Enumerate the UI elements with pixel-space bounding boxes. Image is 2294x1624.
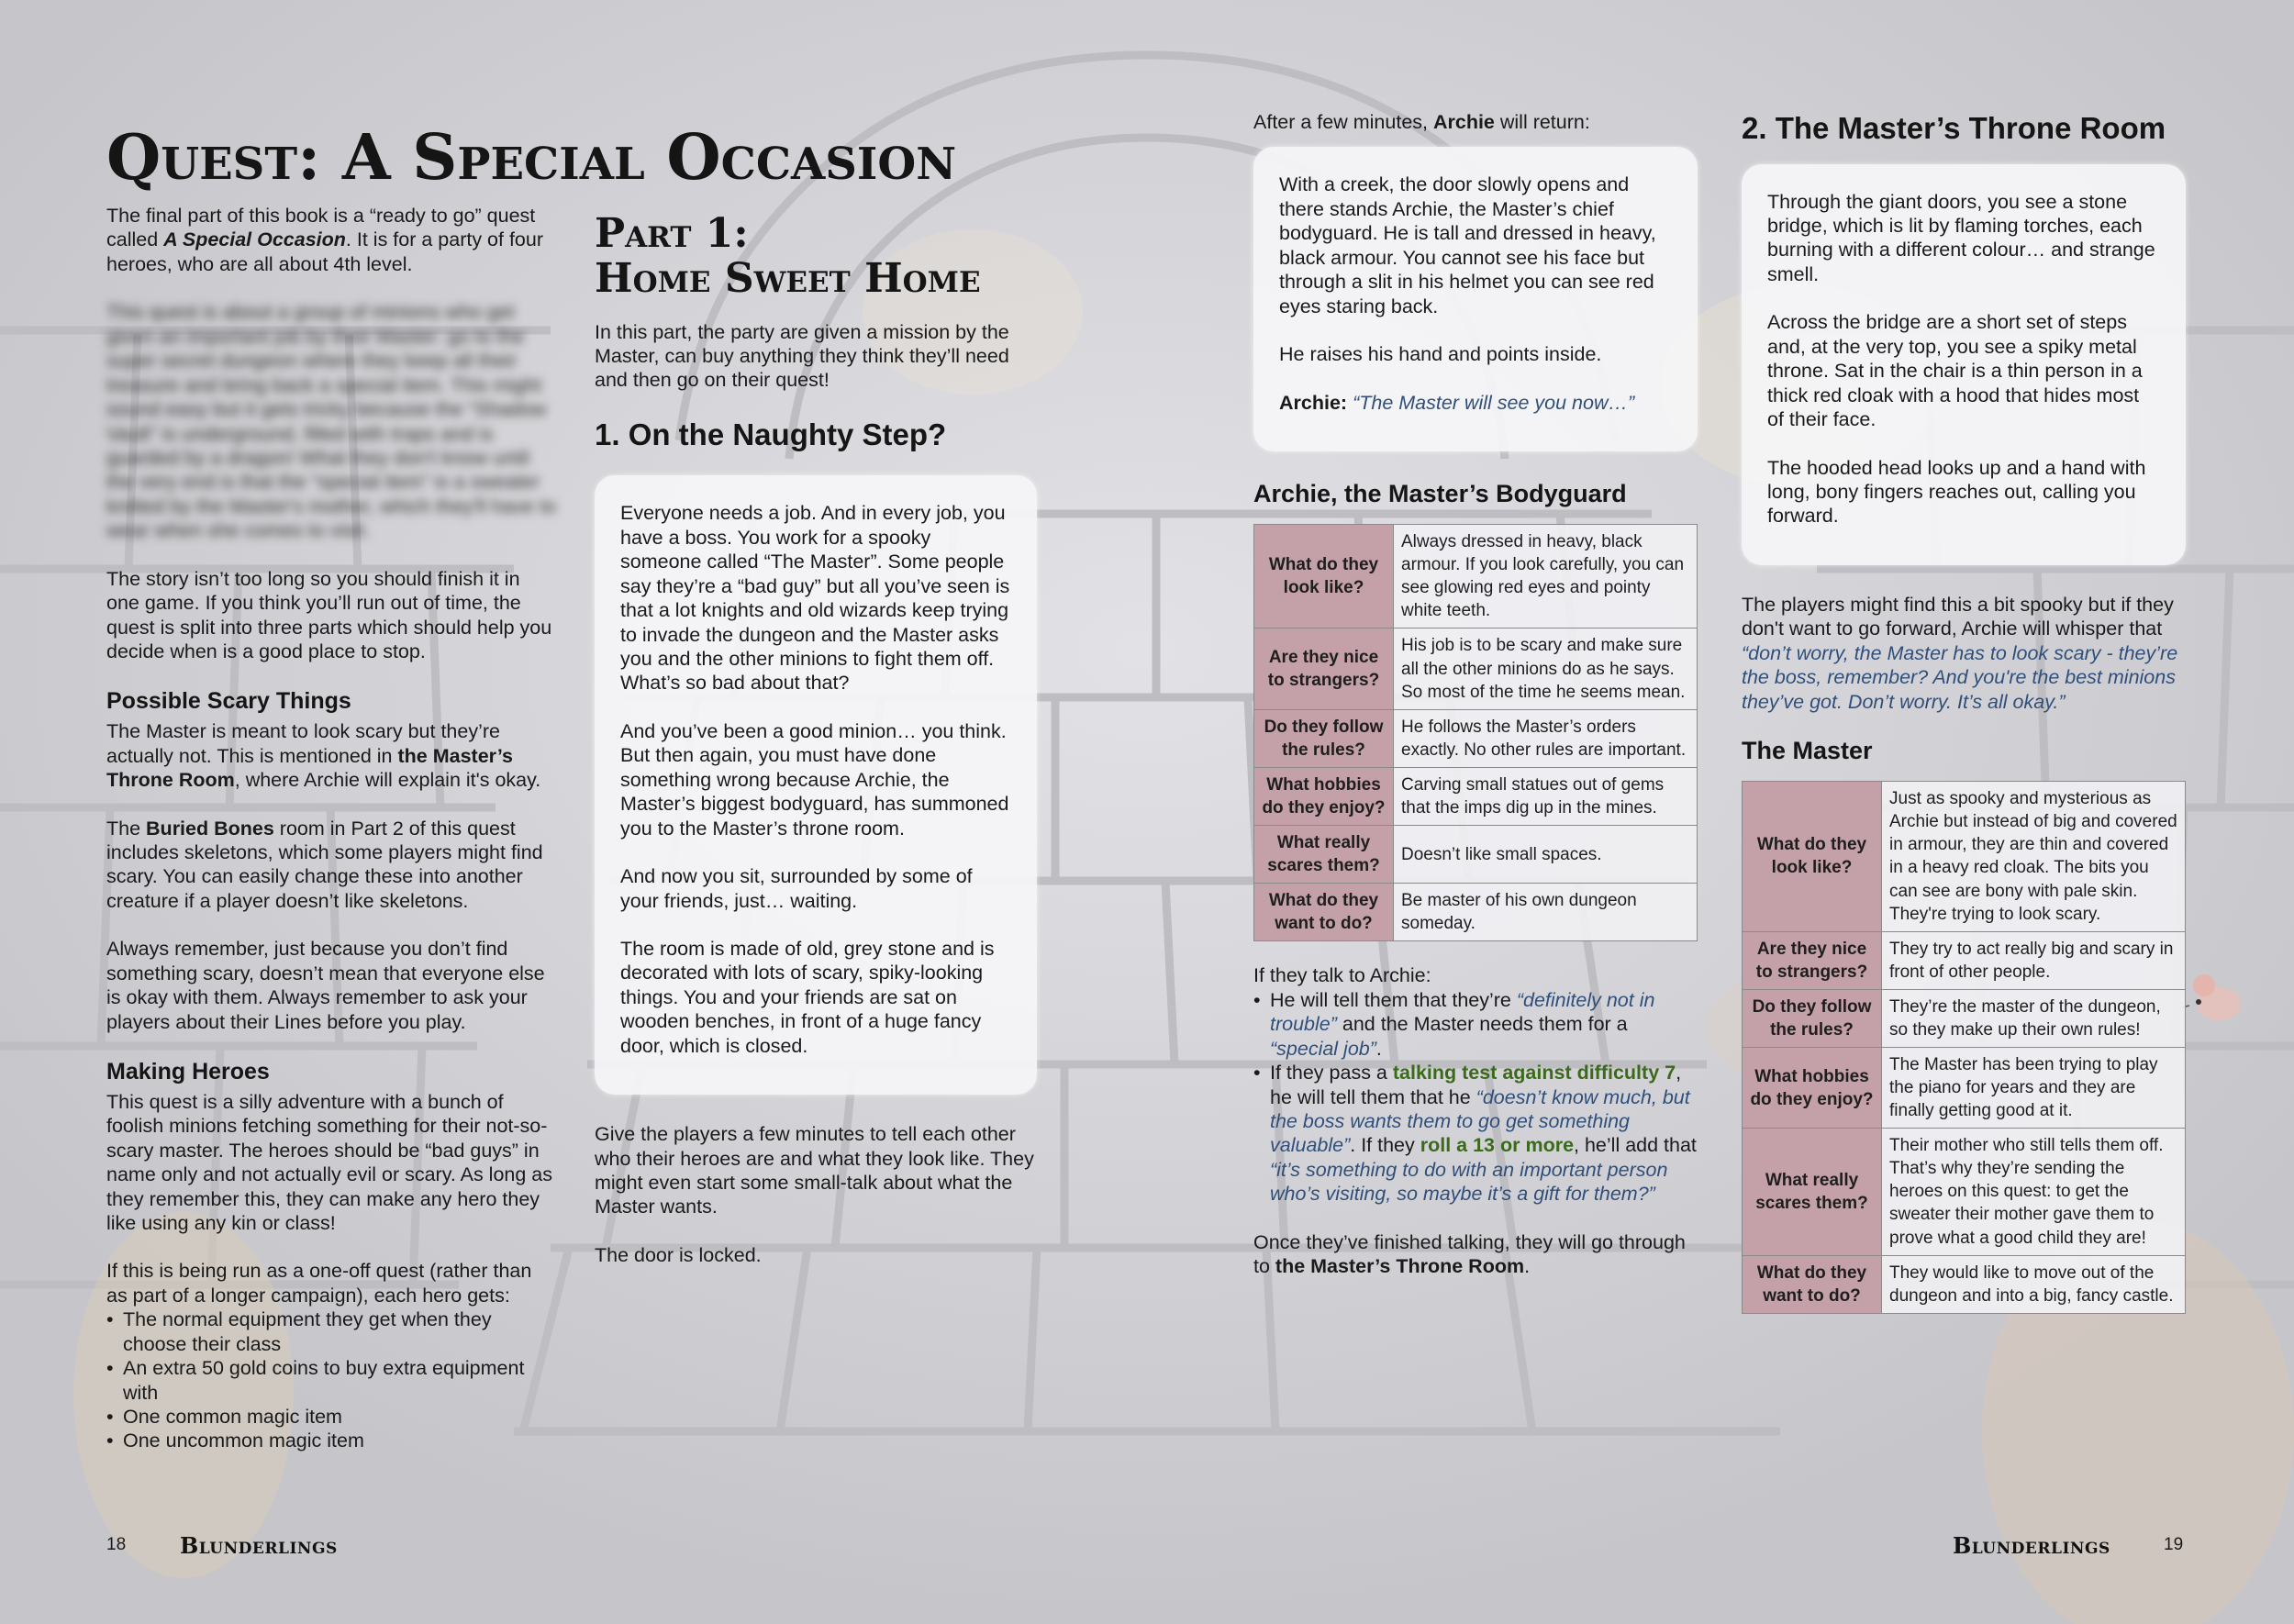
- talk-list: [1253, 988, 1698, 1207]
- list-item: • He will tell them that they’re “definitely not in trouble” and the Master needs them for a “special job”.: [1253, 988, 1698, 1061]
- quest-title: Quest: A Special Occasion: [106, 121, 957, 195]
- table-row: Do they follow the rules? They’re the master of the dungeon, so they make up their own rules!: [1743, 989, 2186, 1047]
- table-row: What hobbies do they enjoy? Carving small statues out of gems that the imps dig up in the mines.: [1254, 767, 1698, 825]
- heroes-list: [106, 1307, 556, 1453]
- middle-left-column: [595, 211, 1037, 1291]
- heroes-paragraph-1: This quest is a silly adventure with a bunch of foolish minions fetching something for their not-so-scary master. The heroes should be “bad guys” in name only and not actually evil or scary. As long as they remember this, they can make any hero they like using any kin or class!: [106, 1090, 552, 1234]
- box-paragraph: And you’ve been a good minion… you think. But then again, you must have done something wrong because Archie, the Master’s biggest bodyguard, has summoned you to the Master’s throne room.: [620, 719, 1009, 840]
- story-paragraph: The story isn’t too long so you should finish it in one game. If you think you’ll run out of time, the quest is split into three parts which should help you decide when is a good place to stop.: [106, 567, 552, 662]
- list-item: • One uncommon magic item: [106, 1429, 556, 1452]
- box-paragraph: The room is made of old, grey stone and is decorated with lots of scary, spiky-looking things. You and your friends are sat on wooden benches, in front of a huge fancy door, which is closed.: [620, 937, 995, 1057]
- section2-heading: 2. The Master’s Throne Room: [1742, 111, 2166, 145]
- page-number-right: 19: [2164, 1535, 2184, 1554]
- box-paragraph: With a creek, the door slowly opens and there stands Archie, the Master’s chief bodyguard. He is tall and dressed in heavy, black armour. You cannot see his face but through a slit in his helmet you can see red eyes staring back.: [1279, 173, 1656, 317]
- right-column: [1742, 110, 2186, 1314]
- heroes-heading: Making Heroes: [106, 1059, 270, 1085]
- table-row: What hobbies do they enjoy? The Master has been trying to play the piano for years and they are finally getting good at it.: [1743, 1048, 2186, 1129]
- archie-table-title: Archie, the Master’s Bodyguard: [1253, 479, 1627, 507]
- table-row: Are they nice to strangers? They try to act really big and scary in front of other people.: [1743, 931, 2186, 989]
- read-aloud-box-1: [595, 475, 1037, 1095]
- page-number-left: 18: [106, 1535, 127, 1554]
- box-paragraph: The hooded head looks up and a hand with long, bony fingers reaches out, calling you forward.: [1767, 456, 2146, 528]
- table-row: What do they want to do? They would like to move out of the dungeon and into a big, fancy castle.: [1743, 1255, 2186, 1313]
- table-row: Do they follow the rules? He follows the Master’s orders exactly. No other rules are important.: [1254, 709, 1698, 767]
- box-paragraph: Everyone needs a job. And in every job, you have a boss. You work for a spooky someone called “The Master”. Some people say they’re a “bad guy” but all you’ve seen is that a lot knights and old wizards keep trying to invade the dungeon and the Master asks you and the other minions to fight them off. What’s so bad about that?: [620, 502, 1010, 695]
- part-title: Part 1: Home Sweet Home: [595, 210, 981, 303]
- intro-paragraph: The final part of this book is a “ready to go” quest called A Special Occasion. It is for a party of four heroes, who are all about 4th level.: [106, 205, 544, 275]
- blunderlings-logo-left: Blunderlings: [180, 1532, 338, 1559]
- master-table-title: The Master: [1742, 737, 1873, 765]
- blunderlings-logo-right: Blunderlings: [1953, 1532, 2110, 1559]
- scary-paragraph-2: The Buried Bones room in Part 2 of this quest includes skeletons, which some players might find scary. You can easily change these into another creature if a player doesn’t like skeletons.: [106, 817, 543, 912]
- box-paragraph: He raises his hand and points inside.: [1279, 343, 1602, 366]
- list-item: • An extra 50 gold coins to buy extra equipment with: [106, 1356, 556, 1405]
- table-row: What really scares them? Their mother who still tells them off. That’s why they’re sending the heroes on this quest: to get the sweater their mother gave them to prove what a good child they are!: [1743, 1129, 2186, 1255]
- section1-heading: 1. On the Naughty Step?: [595, 417, 947, 451]
- box-paragraph: Through the giant doors, you see a stone bridge, which is lit by flaming torches, each burning with a different colour… and strange smell.: [1767, 190, 2155, 285]
- part-intro: In this part, the party are given a mission by the Master, can buy anything they think they’ll need and then go on their quest!: [595, 320, 1009, 392]
- box-paragraph: And now you sit, surrounded by some of your friends, just… waiting.: [620, 865, 973, 912]
- list-item: • The normal equipment they get when they choose their class: [106, 1307, 556, 1356]
- archie-return: After a few minutes, Archie will return:: [1253, 111, 1590, 133]
- table-row: What do they look like? Always dressed in heavy, black armour. If you look carefully, you can see glowing red eyes and pointy white teeth.: [1254, 525, 1698, 628]
- archie-table: [1253, 524, 1698, 941]
- table-row: What do they want to do? Be master of his own dungeon someday.: [1254, 884, 1698, 941]
- scary-paragraph-1: The Master is meant to look scary but they’re actually not. This is mentioned in the Master’s Throne Room, where Archie will explain it's okay.: [106, 720, 541, 792]
- table-row: What really scares them? Doesn’t like small spaces.: [1254, 826, 1698, 884]
- list-item: • One common magic item: [106, 1405, 556, 1429]
- talk-intro: If they talk to Archie:: [1253, 964, 1431, 987]
- door-locked: The door is locked.: [595, 1243, 762, 1266]
- left-column: [106, 204, 556, 1477]
- middle-right-column: [1253, 110, 1698, 1303]
- box-paragraph: Across the bridge are a short set of steps and, at the very top, you see a spiky metal throne. Sat in the chair is a thin person in a thick red cloak with a hood that hides most of their face.: [1767, 311, 2143, 431]
- table-row: What do they look like? Just as spooky and mysterious as Archie but instead of big and covered in armour, they are thin and covered in a heavy red cloak. The bits you can see are bony with pale skin. They're trying to look scary.: [1743, 782, 2186, 931]
- after-box-paragraph: Give the players a few minutes to tell each other who their heroes are and what they look like. They might even start some small-talk about what the Master wants.: [595, 1123, 1034, 1218]
- scary-paragraph-3: Always remember, just because you don’t find something scary, doesn’t mean that everyone else is okay with them. Always remember to ask your players about their Lines before you play.: [106, 938, 545, 1033]
- table-row: Are they nice to strangers? His job is to be scary and make sure all the other minions do as he says. So most of the time he seems mean.: [1254, 628, 1698, 709]
- heroes-paragraph-2: If this is being run as a one-off quest (rather than as part of a longer campaign), each hero gets:: [106, 1260, 532, 1307]
- master-table: [1742, 781, 2186, 1314]
- list-item: • If they pass a talking test against difficulty 7, he will tell them that he “doesn’t know much, but the boss wants them to go get something valuable”. If they roll a 13 or more, he’ll add that “it’s something to do with an important person who’s visiting, so maybe it’s a gift for them?”: [1253, 1061, 1698, 1207]
- blurred-summary: This quest is about a group of minions who get given an important job by their Master: go to the super secret dungeon where they keep all their treasure and bring back a special item. This might sound easy but it gets tricky because the “Shadow Vault” is underground, filled with traps and is guarded by a dragon! What they don't know until the very end is that the “special item” is a sweater knitted by the Master's mother, which they'll have to wear when she comes to visit.: [106, 301, 556, 542]
- scary-heading: Possible Scary Things: [106, 688, 351, 715]
- read-aloud-box-2: [1253, 147, 1698, 451]
- whisper-paragraph: The players might find this a bit spooky but if they don't want to go forward, Archie will whisper that “don’t worry, the Master has to look scary - they’re the boss, remember? And you're the best minions they’ve got. Don’t worry. It’s all okay.”: [1742, 593, 2178, 713]
- read-aloud-box-3: [1742, 164, 2186, 565]
- archie-quote: Archie: “The Master will see you now…”: [1279, 391, 1635, 414]
- finish-paragraph: Once they’ve finished talking, they will go through to the Master’s Throne Room.: [1253, 1230, 1686, 1278]
